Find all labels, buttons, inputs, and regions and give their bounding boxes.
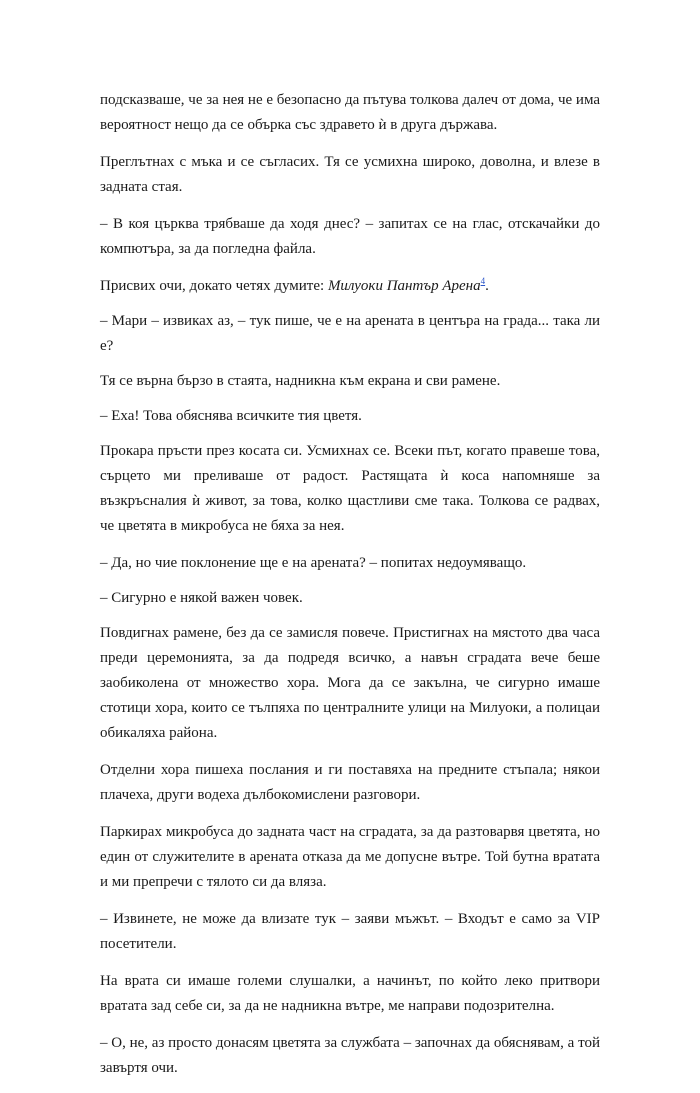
paragraph-10: – Сигурно е някой важен човек. bbox=[100, 590, 303, 606]
paragraph-11: Повдигнах рамене, без да се замисля повече. Пристигнах на мястото два часа преди церемонията, за да подредя всичко, а навън сградата вече беше заобиколена от множество хора. Мога да се закълна, че сигурно имаше стотици хора, които се тълпяха по централните улици на Милуоки, а полицаи обикаляха района. bbox=[100, 625, 600, 741]
paragraph-1: подсказваше, че за нея не е безопасно да пътува толкова далеч от дома, че има вероятност нещо да се обърка със здравето ѝ в друга държава. bbox=[100, 92, 600, 133]
paragraph-14: – Извинете, не може да влизате тук – заяви мъжът. – Входът е само за VIP посетители. bbox=[100, 911, 600, 952]
paragraph-13: Паркирах микробуса до задната част на сградата, за да разтоварвя цветята, но един от служителите в арената отказа да ме допусне вътре. Той бутна вратата и ми препречи с тялото си да вляза. bbox=[100, 824, 600, 890]
paragraph-5: – Мари – извиках аз, – тук пише, че е на арената в центъра на града... така ли е? bbox=[100, 313, 600, 354]
arena-name: Милуоки Пантър Арена bbox=[327, 278, 481, 294]
paragraph-4-end: . bbox=[485, 278, 489, 294]
paragraph-15: На врата си имаше големи слушалки, а начинът, по който леко притвори вратата зад себе си, за да не надникна вътре, ме направи подозрителна. bbox=[100, 973, 600, 1014]
paragraph-6: Тя се върна бързо в стаята, надникна към екрана и сви рамене. bbox=[100, 373, 501, 389]
paragraph-9: – Да, но чие поклонение ще е на арената? – попитах недоумяващо. bbox=[100, 555, 527, 571]
paragraph-12: Отделни хора пишеха послания и ги поставяха на предните стъпала; някои плачеха, други водеха дълбокомислени разговори. bbox=[100, 762, 600, 803]
paragraph-7: – Еха! Това обяснява всичките тия цветя. bbox=[100, 408, 362, 424]
paragraph-8: Прокара пръсти през косата си. Усмихнах се. Всеки път, когато правеше това, сърцето ми преливаше от радост. Растящата ѝ коса напомняше за възкръсналия ѝ живот, за това, колко щастливи сме така. Толкова се радвах, че цветята в микробуса не бяха за нея. bbox=[100, 443, 600, 534]
paragraph-16: – О, не, аз просто донасям цветята за службата – започнах да обяснявам, а той завъртя очи. bbox=[100, 1035, 600, 1076]
footnote-link[interactable]: 4 bbox=[480, 276, 486, 286]
paragraph-2: Преглътнах с мъка и се съгласих. Тя се усмихна широко, доволна, и влезе в задната стая. bbox=[100, 154, 600, 195]
paragraph-3: – В коя църква трябваше да ходя днес? – запитах се на глас, отскачайки до компютъра, за да погледна файла. bbox=[100, 216, 600, 257]
paragraph-4 bbox=[100, 274, 600, 299]
paragraph-4-text: Присвих очи, докато четях думите: bbox=[100, 278, 328, 294]
document-body bbox=[100, 88, 600, 1093]
